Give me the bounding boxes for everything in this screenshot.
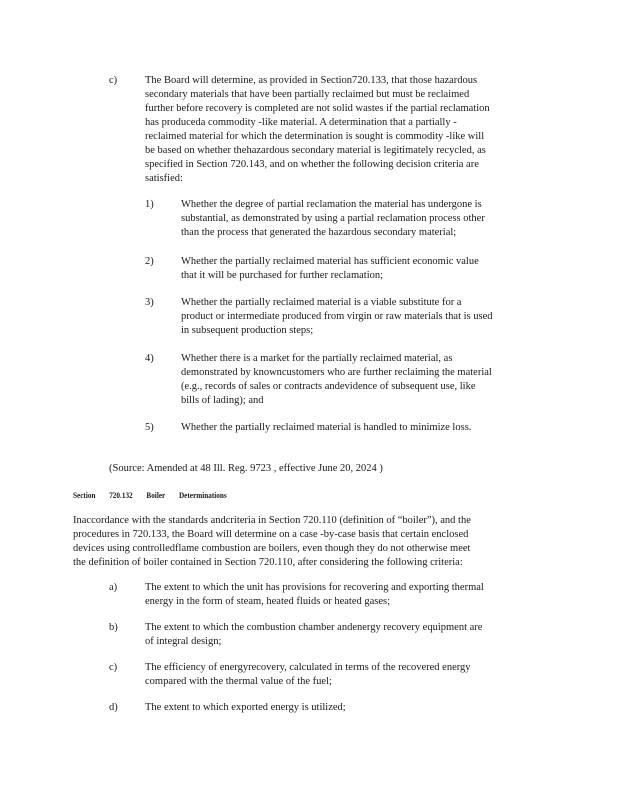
text-line: the definition of boiler contained in Section 720.110, after considering the following criteria: — [73, 557, 463, 568]
text-line: Whether the partially reclaimed material is a viable substitute for a — [181, 297, 462, 308]
criterion-label-3: 3) — [145, 297, 154, 308]
boiler-criterion-d-text — [145, 701, 531, 715]
criterion-2-text — [181, 255, 531, 283]
criterion-5-text — [181, 421, 531, 435]
text-line: procedures in 720.133, the Board will determine on a case -by-case basis that certain enclosed — [73, 529, 469, 540]
text-line: compared with the thermal value of the fuel; — [145, 676, 332, 687]
text-line: be based on whether thehazardous secondary material is legitimately recycled, as — [145, 145, 486, 156]
text-line: reclaimed material for which the determination is sought is commodity -like will — [145, 131, 485, 142]
criterion-label-4: 4) — [145, 353, 154, 364]
section-title-boiler: Boiler — [146, 490, 166, 500]
text-line: has produceda commodity -like material. A determination that a partially - — [145, 117, 457, 128]
criterion-label-2: 2) — [145, 256, 154, 267]
criterion-1-text — [181, 198, 531, 240]
section-number: 720.132 — [109, 490, 133, 500]
boiler-criterion-label-d: d) — [109, 702, 118, 713]
text-line: The extent to which the combustion chamber andenergy recovery equipment are — [145, 622, 483, 633]
boiler-criterion-c-text — [145, 661, 531, 689]
text-line: substantial, as demonstrated by using a partial reclamation process other — [181, 213, 485, 224]
text-line: The extent to which exported energy is utilized; — [145, 702, 346, 713]
text-line: Whether the partially reclaimed material is handled to minimize loss. — [181, 422, 472, 433]
text-line: (e.g., records of sales or contracts andevidence of subsequent use, like — [181, 381, 476, 392]
text-line: secondary materials that have been partially reclaimed but must be reclaimed — [145, 89, 470, 100]
text-line: devices using controlledflame combustion are boilers, even though they do not otherwise meet — [73, 543, 471, 554]
text-line: energy in the form of steam, heated fluids or heated gases; — [145, 596, 391, 607]
item-c-text — [145, 74, 531, 186]
text-line: than the process that generated the hazardous secondary material; — [181, 227, 457, 238]
text-line: Inaccordance with the standards andcriteria in Section 720.110 (definition of “boiler”), and the — [73, 515, 471, 526]
text-line: Whether there is a market for the partially reclaimed material, as — [181, 353, 453, 364]
text-line: satisfied: — [145, 173, 183, 184]
text-line: of integral design; — [145, 636, 222, 647]
text-line: specified in Section 720.143, and on whether the following decision criteria are — [145, 159, 479, 170]
text-line: The Board will determine, as provided in Section720.133, that those hazardous — [145, 75, 478, 86]
criterion-3-text — [181, 296, 531, 338]
text-line: in subsequent production steps; — [181, 325, 314, 336]
text-line: demonstrated by knowncustomers who are further reclaiming the material — [181, 367, 492, 378]
text-line: The efficiency of energyrecovery, calculated in terms of the recovered energy — [145, 662, 471, 673]
section-title-determinations: Determinations — [178, 490, 227, 500]
boiler-criterion-b-text — [145, 621, 531, 649]
section-word: Section — [73, 490, 96, 500]
text-line: bills of lading); and — [181, 395, 264, 406]
text-line: product or intermediate produced from virgin or raw materials that is used — [181, 311, 493, 322]
text-line: further before recovery is completed are not solid wastes if the partial reclamation — [145, 103, 490, 114]
text-line: Whether the partially reclaimed material has sufficient economic value — [181, 256, 479, 267]
source-note: (Source: Amended at 48 Ill. Reg. 9723 , effective June 20, 2024 ) — [109, 463, 383, 474]
boiler-criterion-label-b: b) — [109, 622, 118, 633]
text-line: Whether the degree of partial reclamation the material has undergone is — [181, 199, 482, 210]
criterion-label-1: 1) — [145, 199, 154, 210]
boiler-criterion-label-c: c) — [109, 662, 118, 673]
item-label-c: c) — [109, 75, 118, 86]
boiler-criterion-a-text — [145, 581, 531, 609]
intro-paragraph — [73, 514, 533, 570]
criterion-label-5: 5) — [145, 422, 154, 433]
text-line: The extent to which the unit has provisions for recovering and exporting thermal — [145, 582, 484, 593]
criterion-4-text — [181, 352, 531, 408]
section-heading — [73, 488, 239, 502]
text-line: that it will be purchased for further reclamation; — [181, 270, 384, 281]
boiler-criterion-label-a: a) — [109, 582, 118, 593]
